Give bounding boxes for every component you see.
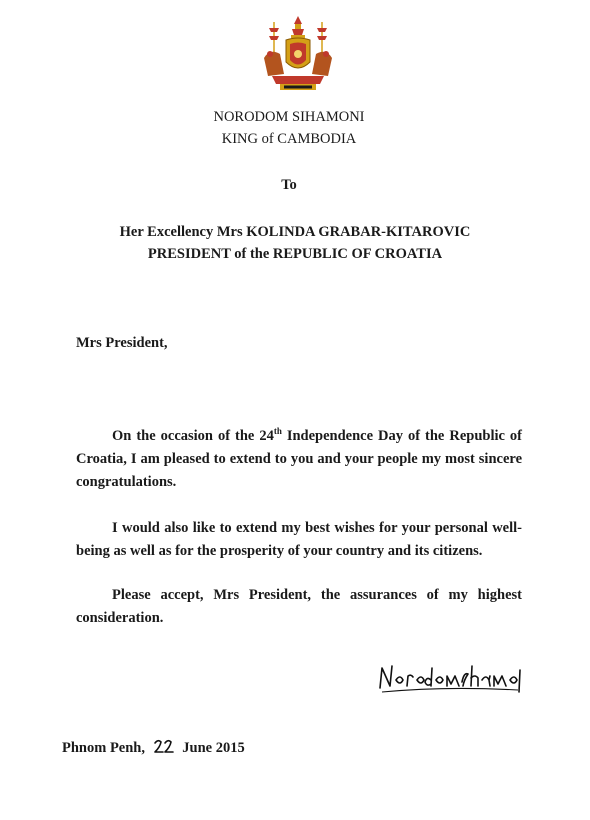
dateline bbox=[62, 738, 245, 757]
royal-crest-icon bbox=[260, 14, 336, 96]
sender-name: NORODOM SIHAMONI bbox=[213, 109, 365, 125]
dateline-month-year: June 2015 bbox=[182, 740, 245, 756]
recipient-block bbox=[0, 221, 590, 265]
addressee-label: To bbox=[281, 177, 297, 193]
body-paragraph-3: Please accept, Mrs President, the assurances of my highest consideration. bbox=[76, 587, 522, 626]
body-paragraph-2: I would also like to extend my best wishes for your personal well-being as well as for the prosperity of your country and its citizens. bbox=[76, 520, 522, 559]
ordinal-suffix: th bbox=[273, 426, 282, 437]
sender-block bbox=[0, 106, 578, 150]
recipient-name: Her Excellency Mrs KOLINDA GRABAR-KITAROVIC bbox=[119, 224, 471, 240]
dateline-place: Phnom Penh, bbox=[62, 740, 145, 756]
sender-title: KING of CAMBODIA bbox=[221, 131, 357, 147]
p1-text-end: Independence Day of the Republic of Croatia, I am pleased to extend to you and your people my most sincere congratulations. bbox=[76, 428, 522, 490]
handwritten-day bbox=[153, 738, 175, 754]
salutation: Mrs President, bbox=[76, 335, 168, 351]
recipient-title: PRESIDENT of the REPUBLIC OF CROATIA bbox=[147, 246, 443, 262]
handwritten-signature bbox=[376, 656, 524, 698]
p1-text-start: On the occasion of the 24 bbox=[112, 428, 274, 444]
body-paragraph-1 bbox=[76, 425, 522, 494]
